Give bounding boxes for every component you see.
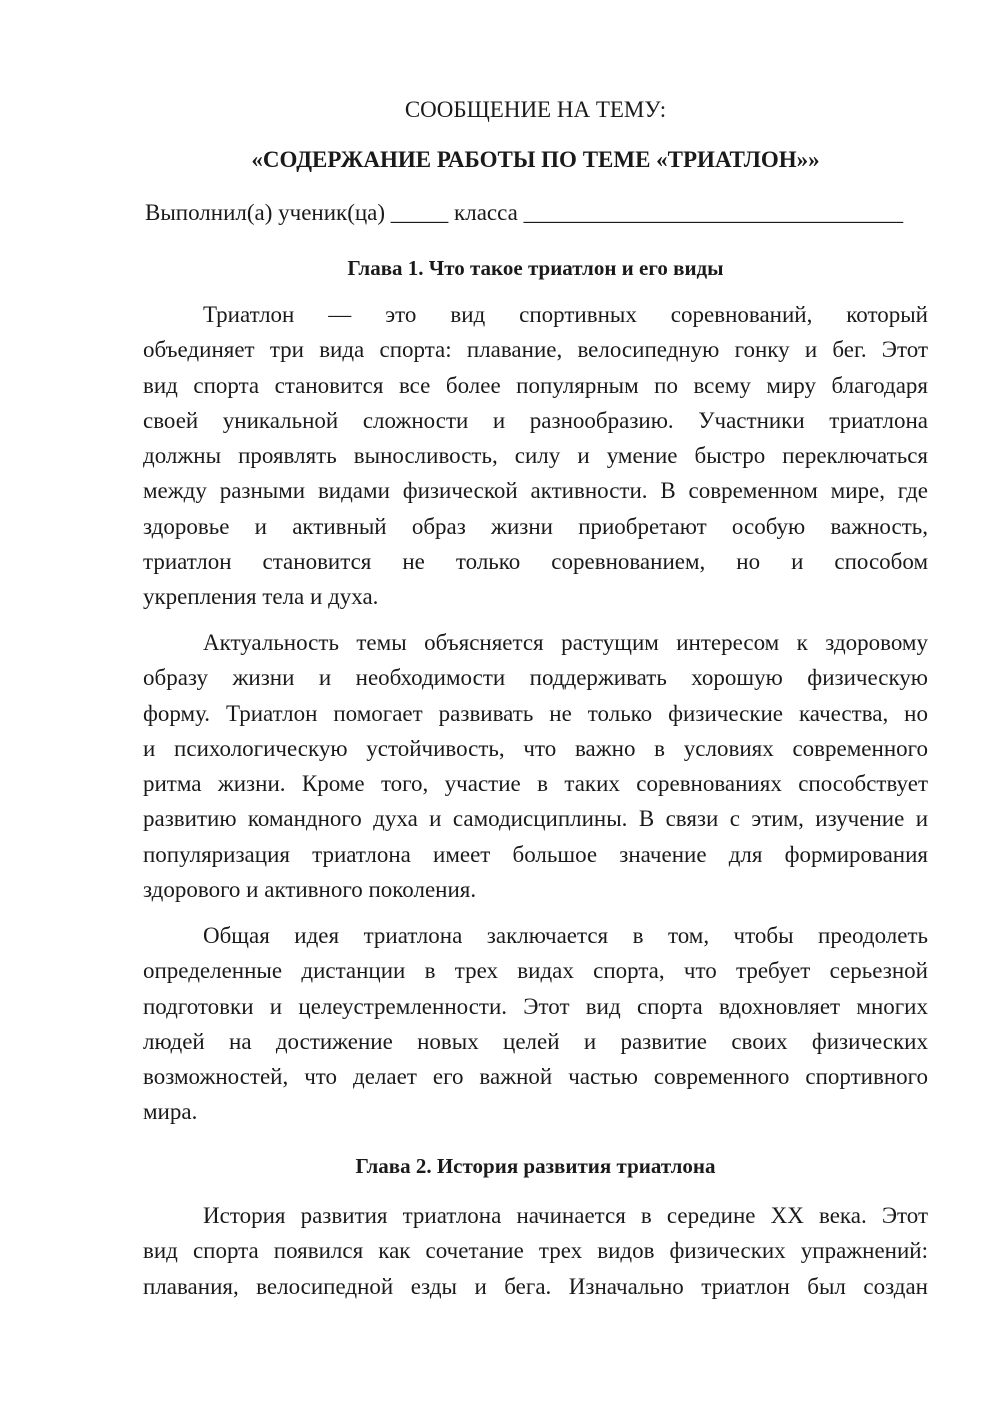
text-line: мира. xyxy=(143,1099,198,1125)
text-line: форму. Триатлон помогает развивать не только физические качества, но xyxy=(143,700,928,726)
text-line: укрепления тела и духа. xyxy=(143,584,379,610)
text-line: Общая идея триатлона заключается в том, чтобы преодолеть xyxy=(203,923,928,948)
chapter1-paragraph-1 xyxy=(143,297,928,615)
chapter1-paragraph-2 xyxy=(143,625,928,907)
text-line: популяризация триатлона имеет большое значение для формирования xyxy=(143,841,928,867)
text-line: вид спорта становится все более популярным по всему миру благодаря xyxy=(143,372,928,398)
text-line: возможностей, что делает его важной частью современного спортивного xyxy=(143,1064,928,1090)
text-line: людей на достижение новых целей и развитие своих физических xyxy=(143,1028,928,1054)
text-line: Триатлон — это вид спортивных соревнований, который xyxy=(203,302,928,327)
text-line: развитию командного духа и самодисциплины. В связи с этим, изучение и xyxy=(143,806,928,832)
text-line: и психологическую устойчивость, что важно в условиях современного xyxy=(143,735,928,761)
document-title-line1: СООБЩЕНИЕ НА ТЕМУ: xyxy=(404,97,667,122)
text-line: определенные дистанции в трех видах спорта, что требует серьезной xyxy=(143,958,928,984)
text-line: между разными видами физической активности. В современном мире, где xyxy=(143,478,928,504)
document-title-line2: «СОДЕРЖАНИЕ РАБОТЫ ПО ТЕМЕ «ТРИАТЛОН»» xyxy=(251,147,820,172)
chapter1-heading: Глава 1. Что такое триатлон и его виды xyxy=(347,256,724,280)
text-line: вид спорта появился как сочетание трех видов физических упражнений: xyxy=(143,1238,928,1264)
text-line: своей уникальной сложности и разнообразию. Участники триатлона xyxy=(143,407,928,433)
text-line: здоровье и активный образ жизни приобретают особую важность, xyxy=(143,513,928,539)
text-line: здорового и активного поколения. xyxy=(143,877,477,903)
author-line: Выполнил(а) ученик(ца) _____ класса _________________________________ xyxy=(145,200,904,225)
text-line: триатлон становится не только соревнованием, но и способом xyxy=(143,549,928,575)
chapter2-paragraph-1 xyxy=(143,1198,928,1304)
text-line: История развития триатлона начинается в середине XX века. Этот xyxy=(203,1203,928,1228)
text-line: образу жизни и необходимости поддерживать хорошую физическую xyxy=(143,665,928,691)
text-line: должны проявлять выносливость, силу и умение быстро переключаться xyxy=(143,443,928,469)
text-line: ритма жизни. Кроме того, участие в таких соревнованиях способствует xyxy=(143,771,928,797)
text-line: Актуальность темы объясняется растущим интересом к здоровому xyxy=(203,630,928,655)
text-line: плавания, велосипедной езды и бега. Изначально триатлон был создан xyxy=(143,1273,928,1299)
text-line: подготовки и целеустремленности. Этот вид спорта вдохновляет многих xyxy=(143,993,928,1019)
chapter1-paragraph-3 xyxy=(143,918,928,1130)
text-line: объединяет три вида спорта: плавание, велосипедную гонку и бег. Этот xyxy=(143,337,928,363)
chapter2-heading: Глава 2. История развития триатлона xyxy=(355,1154,716,1178)
